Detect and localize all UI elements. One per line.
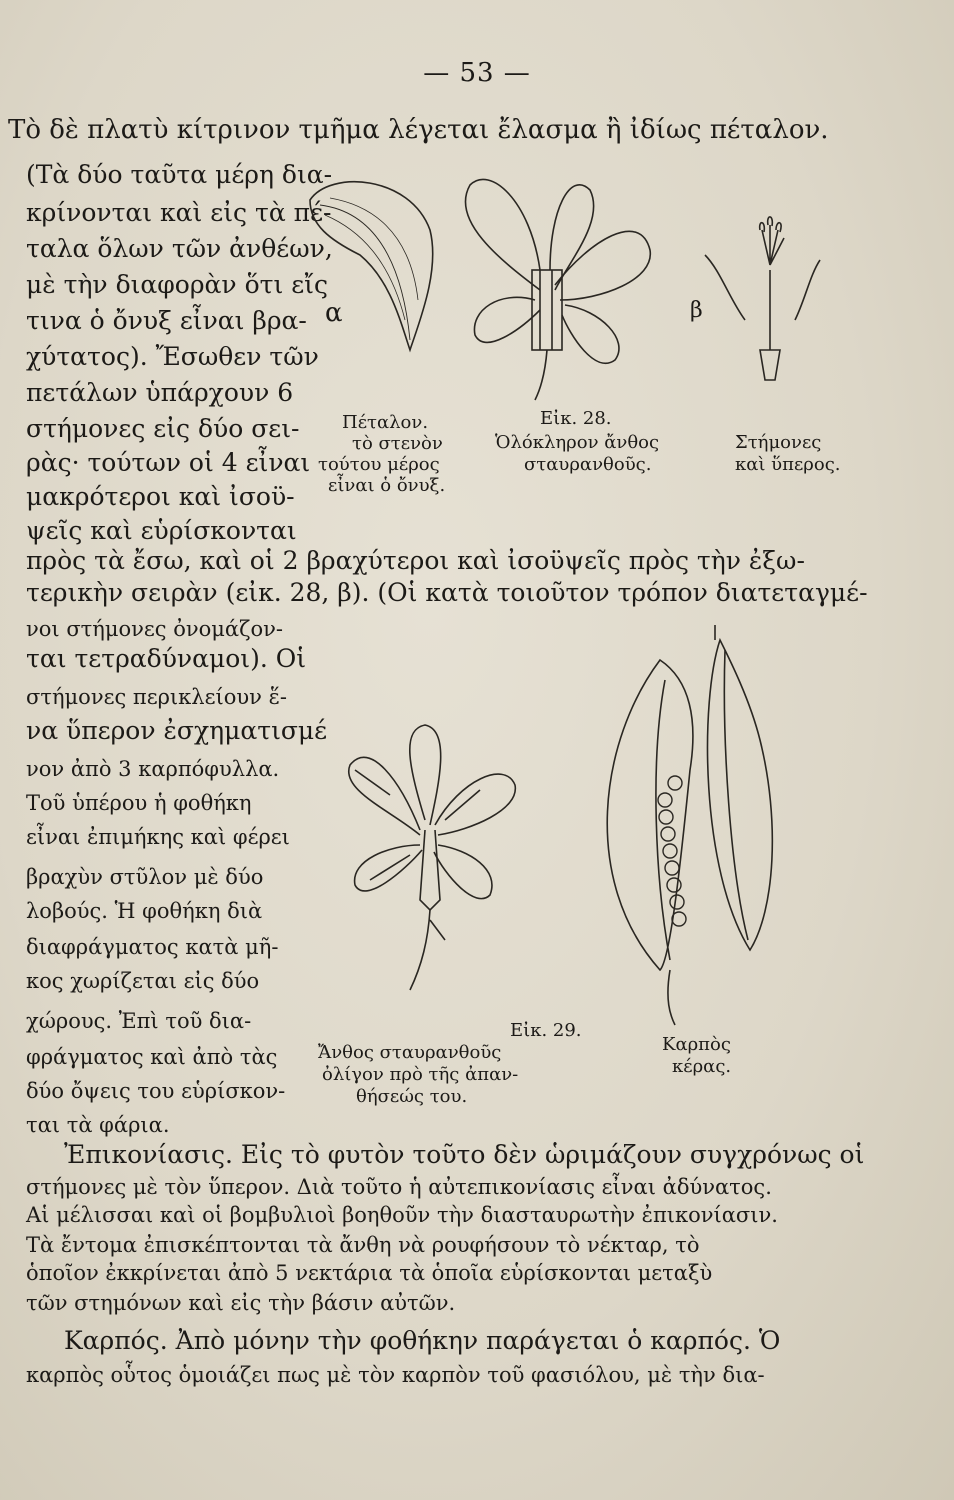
text-line: τερικὴν σειρὰν (εἰκ. 28, β). (Οἱ κατὰ τοιοῦτον τρόπον διατεταγμέ-	[26, 578, 868, 607]
page-number: — 53 —	[423, 58, 531, 88]
text-line: εἶναι ἐπιμήκης καὶ φέρει	[26, 825, 290, 849]
text-line: χώρους. Ἐπὶ τοῦ δια-	[26, 1009, 252, 1033]
text-line: πρὸς τὰ ἔσω, καὶ οἱ 2 βραχύτεροι καὶ ἰσοϋψεῖς πρὸς τὴν ἐξω-	[26, 546, 805, 575]
caption-line: Ὁλόκληρον ἄνθος	[495, 432, 660, 453]
text-line: Τοῦ ὑπέρου ἡ φοθήκη	[26, 791, 252, 815]
text-line: πετάλων ὑπάρχουν 6	[26, 378, 294, 407]
caption-line: τὸ στενὸν	[352, 433, 443, 454]
text-line: τινα ὁ ὄνυξ εἶναι βρα-	[26, 306, 307, 335]
text-line: ψεῖς καὶ εὑρίσκονται	[26, 516, 297, 545]
caption-line: θήσεώς του.	[356, 1086, 468, 1107]
text-line: στήμονες μὲ τὸν ὕπερον. Διὰ τοῦτο ἡ αὐτεπικονίασις εἶναι ἀδύνατος.	[26, 1175, 772, 1199]
caption-line: εἶναι ὁ ὄνυξ.	[328, 475, 446, 496]
caption-line: σταυρανθοῦς.	[524, 454, 652, 475]
figure-29-label: Εἰκ. 29.	[510, 1020, 582, 1041]
caption-line: Στήμονες	[735, 432, 822, 453]
text-line: μακρότεροι καὶ ἰσοϋ-	[26, 482, 295, 511]
text-line: λοβούς. Ἡ φοθήκη διὰ	[26, 899, 263, 923]
figure-28-illustration	[300, 150, 830, 400]
caption-line: τούτου μέρος	[318, 454, 440, 475]
text-line: Τὰ ἔντομα ἐπισκέπτονται τὰ ἄνθη νὰ ρουφήσουν τὸ νέκταρ, τὸ	[26, 1233, 700, 1257]
caption-line: ὀλίγον πρὸ τῆς ἀπαν-	[322, 1064, 519, 1085]
text-line: χύτατος). Ἔσωθεν τῶν	[26, 342, 319, 371]
text-line: να ὕπερον ἐσχηματισμέ	[26, 716, 328, 745]
caption-line: κέρας.	[672, 1056, 732, 1077]
caption-line: Πέταλον.	[342, 412, 429, 433]
label-a: α	[325, 298, 343, 328]
text-line: καρπὸς οὗτος ὁμοιάζει πως μὲ τὸν καρπὸν τοῦ φασιόλου, μὲ τὴν δια-	[26, 1363, 765, 1387]
text-line: στήμονες εἰς δύο σει-	[26, 414, 300, 443]
text-line: ταλα ὅλων τῶν ἀνθέων,	[26, 234, 333, 263]
caption-line: Καρπὸς	[662, 1034, 731, 1055]
text-line: (Τὰ δύο ταῦτα μέρη δια-	[26, 160, 333, 189]
text-line: διαφράγματος κατὰ μῆ-	[26, 935, 279, 959]
label-b: β	[690, 298, 703, 323]
text-line: ρὰς· τούτων οἱ 4 εἶναι	[26, 448, 311, 477]
text-line: φράγματος καὶ ἀπὸ τὰς	[26, 1045, 278, 1069]
text-line: ται τετραδύναμοι). Οἱ	[26, 644, 307, 673]
text-line: τῶν στημόνων καὶ εἰς τὴν βάσιν αὐτῶν.	[26, 1291, 456, 1315]
text-line: νον ἀπὸ 3 καρπόφυλλα.	[26, 757, 280, 781]
text-line: Καρπός. Ἀπὸ μόνην τὴν φοθήκην παράγεται ὁ καρπός. Ὁ	[64, 1326, 781, 1355]
caption-line: Ἄνθος σταυρανθοῦς	[318, 1042, 502, 1063]
text-line: στήμονες περικλείουν ἕ-	[26, 685, 287, 709]
text-line: ται τὰ φάρια.	[26, 1113, 170, 1137]
figure-28-label: Εἰκ. 28.	[540, 408, 612, 429]
text-line: Αἱ μέλισσαι καὶ οἱ βομβυλιοὶ βοηθοῦν τὴν διασταυρωτὴν ἐπικονίασιν.	[26, 1203, 778, 1227]
text-line: ὁποῖον ἐκκρίνεται ἀπὸ 5 νεκτάρια τὰ ὁποῖα εὑρίσκονται μεταξὺ	[26, 1261, 713, 1285]
text-line: βραχὺν στῦλον μὲ δύο	[26, 865, 264, 889]
figure-29-illustration	[330, 620, 810, 1030]
text-line: μὲ τὴν διαφορὰν ὅτι εἴς	[26, 270, 328, 299]
text-line: κρίνονται καὶ εἰς τὰ πέ-	[26, 198, 332, 227]
caption-line: καὶ ὕπερος.	[735, 454, 841, 475]
text-line: δύο ὄψεις του εὑρίσκον-	[26, 1079, 286, 1103]
text-line: κος χωρίζεται εἰς δύο	[26, 969, 260, 993]
text-line: νοι στήμονες ὀνομάζον-	[26, 617, 283, 641]
text-line: Ἐπικονίασις. Εἰς τὸ φυτὸν τοῦτο δὲν ὡριμάζουν συγχρόνως οἱ	[64, 1140, 865, 1169]
text-line: Τὸ δὲ πλατὺ κίτρινον τμῆμα λέγεται ἔλασμα ἢ ἰδίως πέταλον.	[8, 115, 829, 145]
